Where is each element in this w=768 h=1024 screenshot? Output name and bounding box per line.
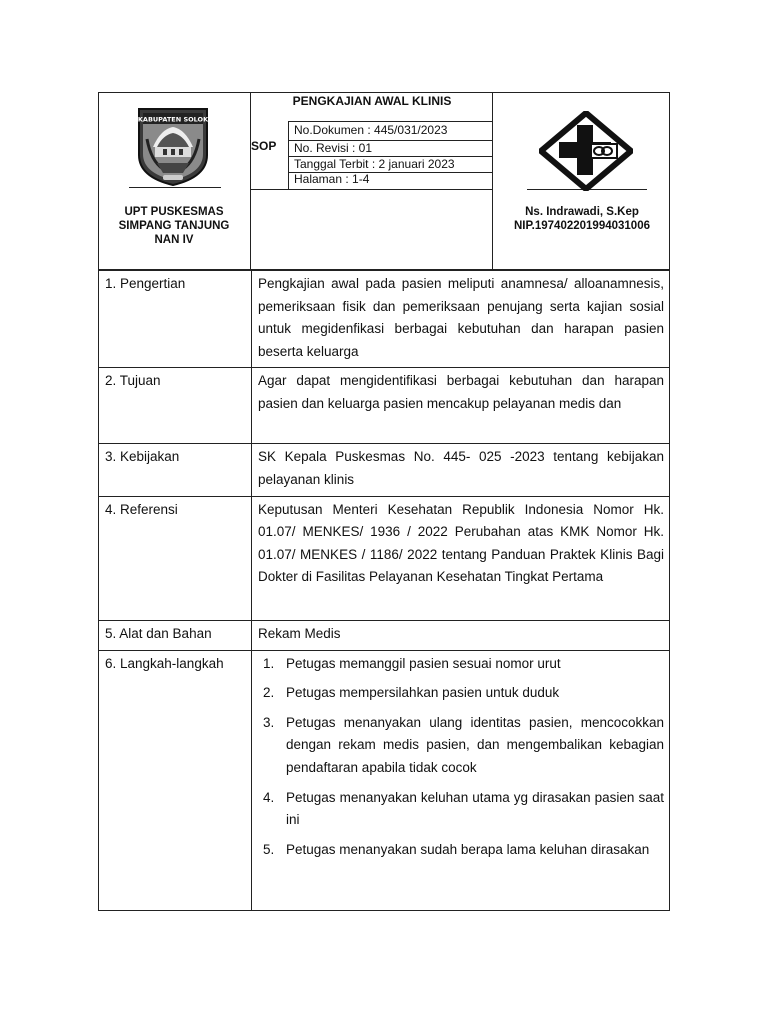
section-content (252, 650, 670, 910)
page-count: Halaman : 1-4 (294, 172, 370, 186)
document-number: No.Dokumen : 445/031/2023 (294, 123, 448, 137)
step-item (258, 839, 664, 862)
signatory-nip: NIP.197402201994031006 (513, 220, 650, 232)
step-text: Petugas mempersilahkan pasien untuk duduk (286, 685, 560, 701)
regency-emblem-logo (133, 103, 213, 187)
document-title: PENGKAJIAN AWAL KLINIS (292, 94, 452, 108)
document-header (98, 92, 670, 270)
section-row-alat-bahan (99, 620, 670, 650)
health-cross-logo (539, 111, 633, 191)
step-number: 1. (263, 655, 275, 671)
organization-name (99, 205, 249, 247)
step-number: 5. (263, 841, 275, 857)
section-label: 2. Tujuan (99, 368, 252, 444)
section-row-pengertian (99, 271, 670, 368)
signatory (493, 205, 671, 233)
section-content: Keputusan Menteri Kesehatan Republik Indonesia Nomor Hk. 01.07/ MENKES/ 1936 / 2022 Perubahan atas KMK Nomor Hk. 01.07/ MENKES / 1186/ 2022 tentang Panduan Praktek Klinis Bagi Dokter di Fasilitas Pelayanan Kesehatan Tingkat Pertama (252, 496, 670, 620)
section-row-tujuan (99, 368, 670, 444)
section-content: Pengkajian awal pada pasien meliputi anamnesa/ alloanamnesis, pemeriksaan fisik dan pemeriksaan penujang serta kajian sosial untuk megidenfikasi berbagai kebutuhan dan harapan pasien beserta keluarga (252, 271, 670, 368)
section-label: 6. Langkah-langkah (99, 650, 252, 910)
step-text: Petugas menanyakan ulang identitas pasien, mencocokkan dengan rekam medis pasien, dan mengembalikan kebagian pendaftaran apabila tidak cocok (286, 714, 664, 775)
section-label: 4. Referensi (99, 496, 252, 620)
step-number: 3. (263, 714, 275, 730)
org-line-1: UPT PUSKESMAS (124, 206, 224, 218)
signatory-name: Ns. Indrawadi, S.Kep (525, 206, 639, 218)
section-row-langkah (99, 650, 670, 910)
org-line-3: NAN IV (154, 234, 194, 246)
issue-date: Tanggal Terbit : 2 januari 2023 (294, 157, 455, 171)
step-text: Petugas menanyakan keluhan utama yg dirasakan pasien saat ini (286, 789, 664, 828)
section-label: 5. Alat dan Bahan (99, 620, 252, 650)
sop-body-table (98, 270, 670, 911)
section-row-referensi (99, 496, 670, 620)
steps-list (258, 653, 664, 862)
revision-number: No. Revisi : 01 (294, 141, 373, 155)
step-text: Petugas menanyakan sudah berapa lama keluhan dirasakan (286, 841, 650, 857)
step-item (258, 653, 664, 676)
logo-banner-text: KABUPATEN SOLOK (137, 115, 209, 124)
section-row-kebijakan (99, 444, 670, 496)
org-line-2: SIMPANG TANJUNG (118, 220, 230, 232)
section-label: 1. Pengertian (99, 271, 252, 368)
sop-label: SOP (251, 139, 277, 153)
step-item (258, 787, 664, 832)
section-content: SK Kepala Puskesmas No. 445- 025 -2023 tentang kebijakan pelayanan klinis (252, 444, 670, 496)
step-text: Petugas memanggil pasien sesuai nomor urut (286, 655, 561, 671)
step-item (258, 682, 664, 705)
section-label: 3. Kebijakan (99, 444, 252, 496)
section-content: Rekam Medis (252, 620, 670, 650)
section-content: Agar dapat mengidentifikasi berbagai kebutuhan dan harapan pasien dan keluarga pasien mencakup pelayanan medis dan (252, 368, 670, 444)
sop-document (98, 92, 670, 904)
step-item (258, 712, 664, 780)
step-number: 4. (263, 789, 275, 805)
step-number: 2. (263, 685, 275, 701)
